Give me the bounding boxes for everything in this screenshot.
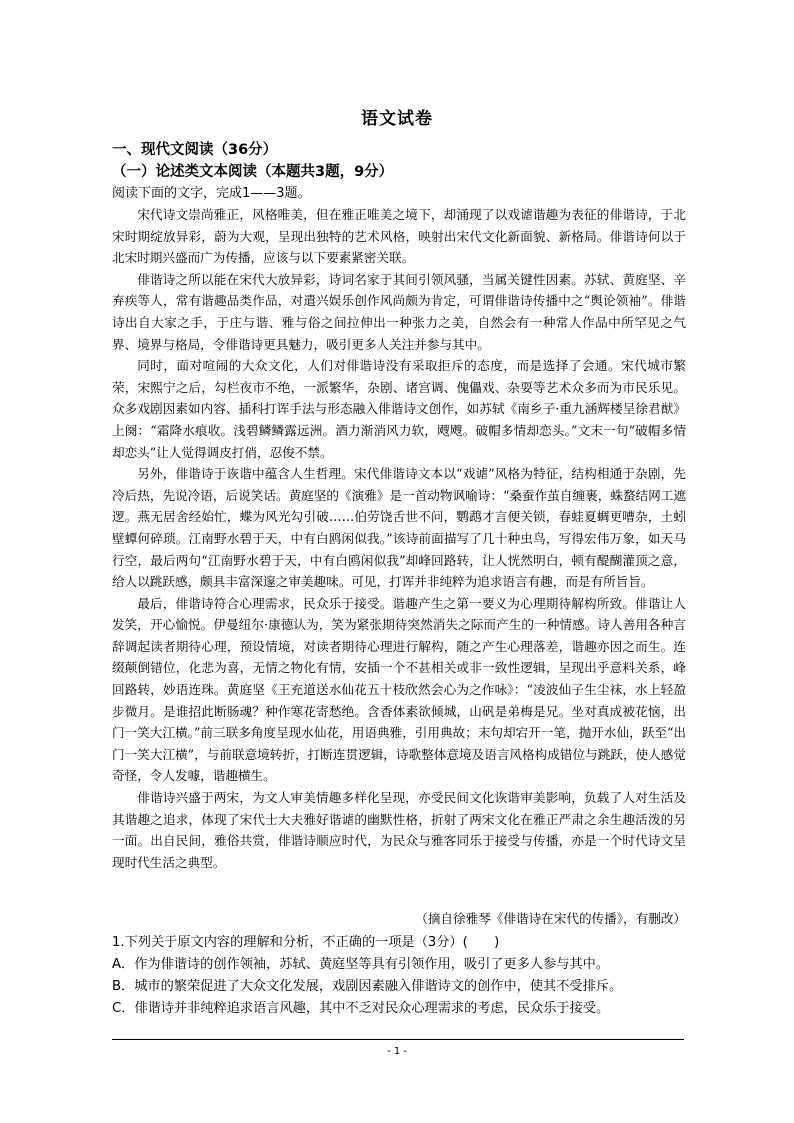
article-paragraph: 俳谐诗之所以能在宋代大放异彩，诗词名家于其间引领风骚，当属关键性因素。苏轼、黄庭坚、辛弃疾等人，常有谐趣品类作品，对遣兴娱乐创作风尚颇为肯定，可谓俳谐诗传播中之“舆论领袖”。俳谐诗出自大家之手，于庄与谐、雅与俗之间拉伸出一种张力之美，自然会有一种常人作品中所罕见之气界、境界与格局，令俳谐诗更具魅力，吸引更多人关注并参与其中。	[112, 271, 686, 352]
document-title: 语文试卷	[361, 109, 433, 129]
article-paragraph: 另外，俳谐诗于诙谐中蕴含人生哲理。宋代俳谐诗文本以“戏谑”风格为特征，结构相通于杂剧，先冷后热，先说冷语，后说笑话。黄庭坚的《演雅》是一首动物讽喻诗：“桑蚕作茧自缠裹，蛛蝥结网工遮逻。燕无居舍经始忙，蝶为风光勾引破……伯劳饶舌世不问，鹦鹉才言便关锁，春蛙夏蜩更嘈杂，土蚓壁蟫何碎琐。江南野水碧于天，中有白鸥闲似我。”该诗前面描写了几十种虫鸟，写得宏伟万象，如天马行空，最后两句“江南野水碧于天，中有白鸥闲似我”却峰回路转，让人恍然明白，顿有醍醐灌顶之意，给人以跳跃感，颇具丰富深邃之审美趣味。可见，打诨并非纯粹为追求语言有趣，而是有所旨旨。	[112, 466, 686, 590]
option-c: C．俳谐诗并非纯粹追求语言风趣，其中不乏对民众心理需求的考虑，民众乐于接受。	[112, 1001, 610, 1016]
article-source: （摘自徐雅琴《俳谐诗在宋代的传播》，有删改）	[415, 911, 686, 926]
article-paragraph: 最后，俳谐诗符合心理需求，民众乐于接受。谐趣产生之第一要义为心理期待解构所致。俳谐让人发笑，开心愉悦。伊曼纽尔·康德认为，笑为紧张期待突然消失之际而产生的一种情感。诗人善用各种言辞调起读者期待心理，预设情境，对读者期待心理进行解构，随之产生心理落差，谐趣亦因之而生。连缀颠倒错位，化悲为喜，无情之物化有情，安插一个不甚相关或非一致性逻辑，呈现出乎意料关系，峰回路转，妙语连珠。黄庭坚《王充道送水仙花五十枝欣然会心为之作咏》：“凌波仙子生尘袜，水上轻盈步微月。是谁招此断肠魂？种作寒花寄愁绝。含香体素欲倾城，山矾是弟梅是兄。坐对真成被花恼，出门一笑大江横。”前三联多角度呈现水仙花，用语典雅，引用典故；末句却宕开一笔，抛开水仙，跃至“出门一笑大江横”，与前联意境转折，打断连贯逻辑，诗歌整体意境及语言风格构成错位与跳跃，使人感觉奇怪，令人发噱，谐趣横生。	[112, 595, 686, 784]
question-1: 1.下列关于原文内容的理解和分析，不正确的一项是（3分）( )	[112, 935, 500, 950]
article-paragraph: 同时，面对喧闹的大众文化，人们对俳谐诗没有采取拒斥的态度，而是选择了会通。宋代城市繁荣，宋熙宁之后，勾栏夜市不绝，一派繁华，杂剧、诸宫调、傀儡戏、杂耍等艺术众多而为市民乐见。众多戏剧因素如内容、插科打诨手法与形态融入俳谐诗文创作，如苏轼《南乡子·重九涵辉楼呈徐君猷》上阕：“霜降水痕收。浅碧鳞鳞露远洲。酒力渐消风力软，飕飕。破帽多情却恋头。”文末一句“破帽多情却恋头”让人觉得调皮打俏，忍俊不禁。	[112, 358, 686, 460]
option-a: A．作为俳谐诗的创作领袖，苏轼、黄庭坚等具有引领作用，吸引了更多人参与其中。	[112, 957, 609, 972]
subsection-heading: （一）论述类文本阅读（本题共3题，9分）	[112, 164, 394, 180]
article-body	[112, 204, 686, 873]
option-b: B．城市的繁荣促进了大众文化发展，戏剧因素融入俳谐诗文的创作中，使其不受排斥。	[112, 979, 623, 994]
article-paragraph: 宋代诗文崇尚雅正，风格唯美，但在雅正唯美之境下，却涌现了以戏谑谐趣为表征的俳谐诗，于北宋时期绽放异彩，蔚为大观，呈现出独特的艺术风格，映射出宋代文化新面貌、新格局。俳谐诗何以于北宋时期兴盛而广为传播，应该与以下要素紧密关联。	[112, 207, 686, 266]
footer-divider	[112, 1039, 684, 1040]
section-heading: 一、现代文阅读（36分）	[112, 142, 278, 158]
page-number: - 1 -	[387, 1046, 407, 1057]
reading-instruction: 阅读下面的文字，完成1——3题。	[112, 186, 311, 201]
article-paragraph: 俳谐诗兴盛于两宋，为文人审美情趣多样化呈现，亦受民间文化诙谐审美影响，负载了人对生活及其谐趣之追求，体现了宋代士大夫雅好谐谑的幽默性格，折射了两宋文化在雅正严肃之余生趣活泼的另一面。出自民间，雅俗共赏，俳谐诗顺应时代，为民众与雅客同乐于接受与传播，亦是一个时代诗文呈现时代生活之典型。	[112, 790, 686, 870]
